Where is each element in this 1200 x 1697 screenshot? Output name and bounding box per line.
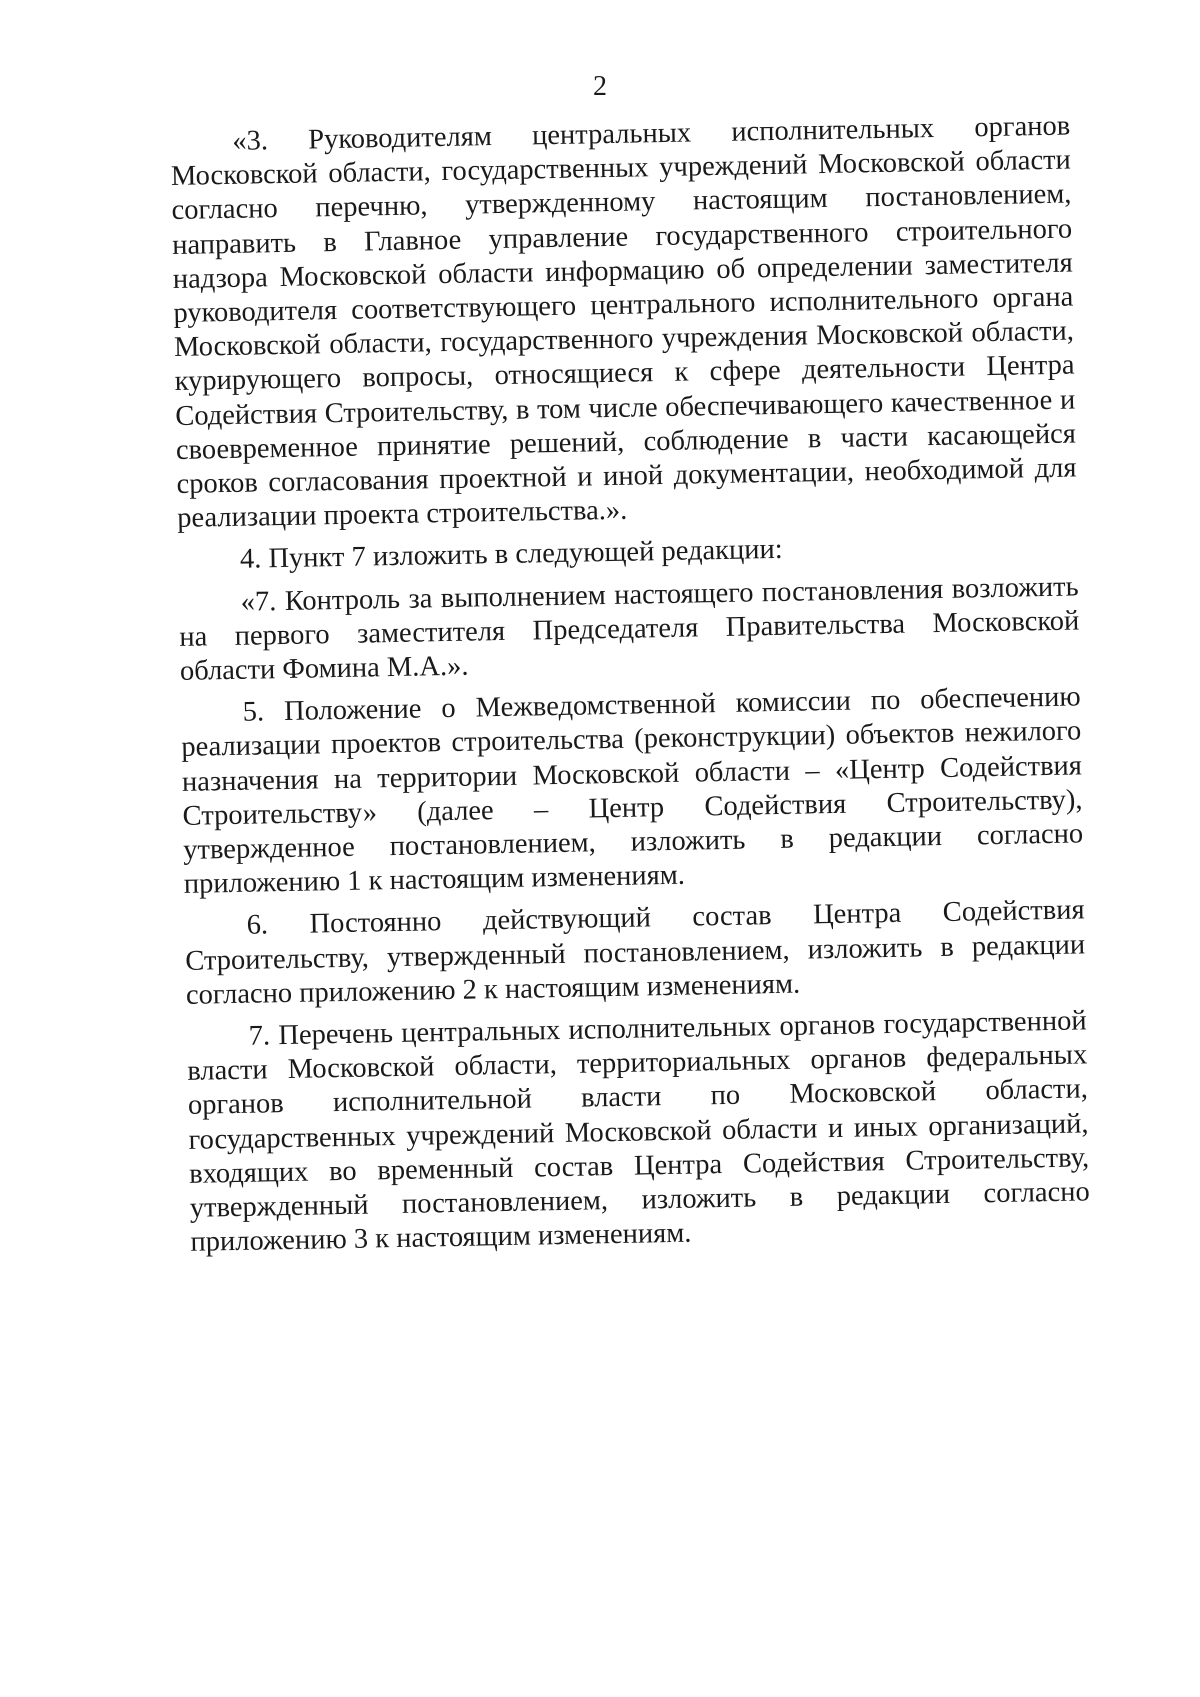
paragraph-item-3-quote: «3. Руководителям центральных исполнительных органов Московской области, государственных учреждений Московской области согласно перечню, утвержденному настоящим постановлением, направить в Главное управление государственного строительного надзора Московской области информацию об определении заместителя руководителя соответствующего центрального исполнительного органа Московской области, государственного учреждения Московской области, курирующего вопросы, относящиеся к сфере деятельности Центра Содействия Строительству, в том числе обеспечивающего качественное и своевременное принятие решений, соблюдение в части касающейся сроков согласования проектной и иной документации, необходимой для реализации проекта строительства.». [170,110,1077,535]
paragraph-item-7: 7. Перечень центральных исполнительных органов государственной власти Московской области, территориальных органов федеральных органов исполнительной власти по Московской области, государственных учреждений Московской области и иных организаций, входящих во временный состав Центра Содействия Строительству, утвержденный постановлением, изложить в редакции согласно приложению 3 к настоящим изменениям. [187,1005,1090,1259]
paragraph-item-4: 4. Пункт 7 изложить в следующей редакции: [239,534,783,576]
document-body [170,110,1091,1261]
page-number: 2 [593,71,607,102]
paragraph-item-7-quote: «7. Контроль за выполнением настоящего постановления возложить на первого заместителя Председателя Правительства Московской области Фомина М.А.». [179,571,1080,687]
paragraph-item-6: 6. Постоянно действующий состав Центра Содействия Строительству, утвержденный постановлением, изложить в редакции согласно приложению 2 к настоящим изменениям. [185,894,1086,1011]
paragraph-item-5: 5. Положение о Межведомственной комиссии по обеспечению реализации проектов строительства (реконструкции) объектов нежилого назначения на территории Московской области – «Центр Содействия Строительству» (далее – Центр Содействия Строительству), утвержденное постановлением, изложить в редакции согласно приложению 1 к настоящим изменениям. [181,681,1084,901]
